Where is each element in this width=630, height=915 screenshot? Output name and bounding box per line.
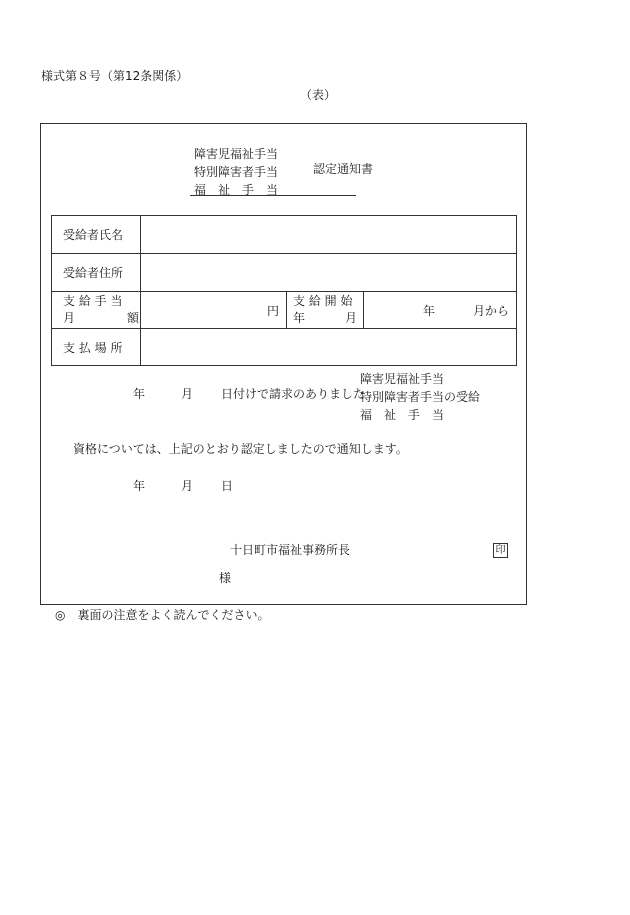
recipient-name-label: 受給者氏名 (52, 216, 141, 254)
payment-start-label-line1: 支 給 開 始 (293, 294, 353, 308)
issue-date-line (133, 480, 233, 492)
allowance-line: 障害児福祉手当 (360, 372, 445, 386)
recipient-address-label: 受給者住所 (52, 254, 141, 292)
recipient-info-table (51, 215, 517, 366)
issuer-name: 十日町市福祉事務所長 (230, 543, 351, 557)
allowance-heading (194, 145, 278, 199)
yen-unit: 円 (266, 303, 279, 318)
monthly-amount-label (52, 292, 141, 329)
label-part: 額 (126, 311, 139, 325)
payment-start-label (287, 292, 364, 329)
allowance-list (360, 370, 480, 424)
document-title: 認定通知書 (313, 162, 374, 176)
recipient-address-field[interactable] (141, 254, 517, 292)
side-label: （表） (300, 88, 337, 102)
payment-start-label-line2 (293, 310, 357, 327)
allowance-name: 福 祉 手 当 (194, 183, 279, 197)
issue-year: 年 (133, 479, 146, 493)
request-date-line (133, 388, 365, 400)
allowance-line: 特別障害者手当の受給 (360, 390, 481, 404)
label-part: 年 (293, 311, 306, 325)
seal-mark: 印 (493, 543, 508, 558)
heading-underline (190, 195, 356, 196)
notice-text: 資格については、上記のとおり認定しましたので通知します。 (73, 442, 408, 456)
monthly-amount-label-line2 (63, 310, 139, 327)
issue-day: 日 (221, 479, 234, 493)
request-year: 年 (133, 387, 146, 401)
allowance-name: 障害児福祉手当 (194, 147, 279, 161)
recipient-name-field[interactable] (141, 216, 517, 254)
payment-place-field[interactable] (141, 329, 517, 366)
payment-place-label: 支 払 場 所 (52, 329, 141, 366)
form-number: 様式第８号（第12条関係） (41, 69, 189, 83)
issue-month: 月 (181, 479, 194, 493)
table-row (52, 292, 517, 329)
table-row (52, 329, 517, 366)
request-month: 月 (181, 387, 194, 401)
table-row (52, 254, 517, 292)
footer-note: ◎ 裏面の注意をよく読んでください。 (55, 608, 270, 622)
label-part: 月 (63, 311, 76, 325)
monthly-amount-field[interactable] (141, 292, 287, 329)
label-part: 月 (344, 311, 357, 325)
table-row (52, 216, 517, 254)
start-month-unit: 月から (473, 303, 510, 318)
honorific: 様 (219, 571, 232, 585)
start-year-unit: 年 (422, 303, 435, 318)
payment-start-field[interactable] (364, 292, 517, 329)
monthly-amount-label-line1: 支 給 手 当 (63, 294, 123, 308)
allowance-name: 特別障害者手当 (194, 165, 279, 179)
request-suffix: 日付けで請求のありました (221, 387, 366, 401)
allowance-line: 福 祉 手 当 (360, 408, 445, 422)
